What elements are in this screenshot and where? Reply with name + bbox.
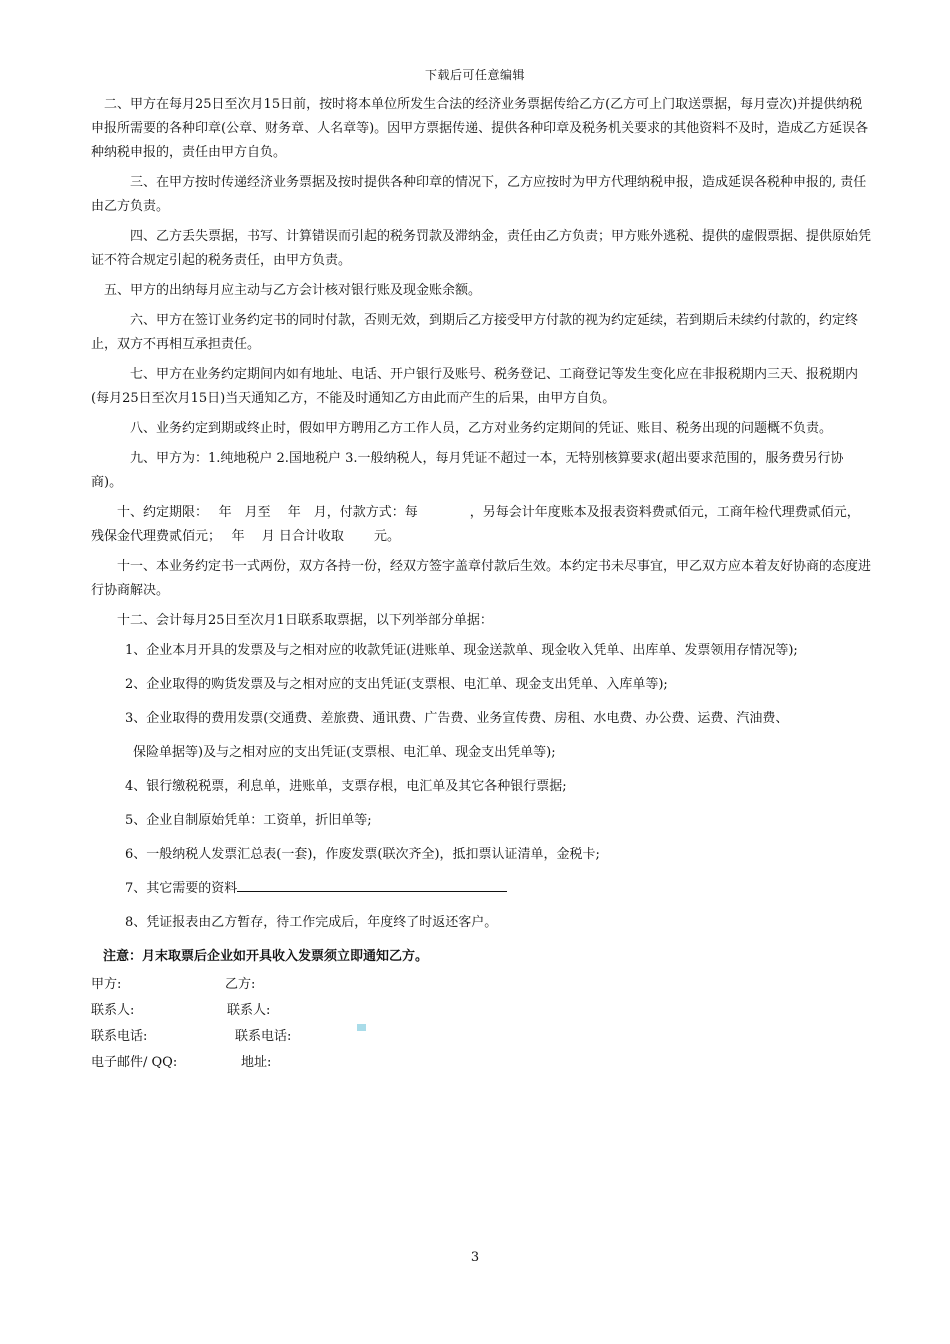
- fill-in-blank[interactable]: [237, 877, 507, 892]
- document-body: [91, 93, 871, 1077]
- phone-b-label: 联系电话:: [235, 1029, 292, 1044]
- clause-11: 十一、本业务约定书一式两份，双方各持一份，经双方签字盖章付款后生效。本约定书未尽事宜，甲乙双方应本着友好协商的态度进行协商解决。: [91, 559, 872, 598]
- signature-row: [91, 973, 871, 997]
- signature-block: [91, 973, 871, 1075]
- list-item: 8、凭证报表由乙方暂存，待工作完成后，年度终了时返还客户。: [125, 915, 498, 930]
- contact-a-label: 联系人:: [91, 1003, 135, 1018]
- address-label: 地址:: [241, 1055, 272, 1070]
- list-item: 2、企业取得的购货发票及与之相对应的支出凭证(支票根、电汇单、现金支出凭单、入库单等);: [125, 677, 668, 692]
- clause-7: 七、甲方在业务约定期间内如有地址、电话、开户银行及账号、税务登记、工商登记等发生变化应在非报税期内三天、报税期内(每月25日至次月15日)当天通知乙方，不能及时通知乙方由此而产生的后果，由甲方自负。: [91, 367, 859, 406]
- clause-10: 十、约定期限： 年 月至 年 月，付款方式：每 ，另每会计年度账本及报表资料费贰佰元，工商年检代理费贰佰元，残保金代理费贰佰元； 年 月 日合计收取 元。: [91, 505, 860, 544]
- clause-12: 十二、会计每月25日至次月1日联系取票据，以下列举部分单据：: [91, 613, 493, 628]
- signature-row: [91, 999, 871, 1023]
- clause-4: 四、乙方丢失票据，书写、计算错误而引起的税务罚款及滞纳金，责任由乙方负责；甲方账外逃税、提供的虚假票据、提供原始凭证不符合规定引起的税务责任，由甲方负责。: [91, 229, 872, 268]
- party-b-label: 乙方:: [225, 977, 256, 992]
- party-a-label: 甲方:: [91, 977, 122, 992]
- document-list: [91, 639, 871, 935]
- list-item: 5、企业自制原始凭单：工资单，折旧单等;: [125, 813, 372, 828]
- list-item: 6、一般纳税人发票汇总表(一套)，作废发票(联次齐全)，抵扣票认证清单，金税卡;: [125, 847, 600, 862]
- page-header: 下载后可任意编辑: [424, 68, 525, 82]
- list-item: 1、企业本月开具的发票及与之相对应的收款凭证(进账单、现金送款单、现金收入凭单、出库单、发票领用存情况等);: [125, 643, 798, 658]
- email-qq-label: 电子邮件/ QQ:: [91, 1055, 178, 1070]
- contact-b-label: 联系人:: [227, 1003, 271, 1018]
- list-item: 7、其它需要的资料: [125, 877, 871, 901]
- clause-9: 九、甲方为：1.纯地税户 2.国地税户 3.一般纳税人，每月凭证不超过一本，无特别核算要求(超出要求范围的，服务费另行协商)。: [91, 451, 844, 490]
- signature-row: [91, 1051, 871, 1075]
- clause-2: 二、甲方在每月25日至次月15日前，按时将本单位所发生合法的经济业务票据传给乙方(乙方可上门取送票据，每月壹次)并提供纳税申报所需要的各种印章(公章、财务章、人名章等)。因甲方票据传递、提供各种印章及税务机关要求的其他资料不及时，造成乙方延误各种纳税申报的，责任由甲方自负。: [91, 97, 869, 160]
- clause-6: 六、甲方在签订业务约定书的同时付款，否则无效，到期后乙方接受甲方付款的视为约定延续，若到期后未续约付款的，约定终止，双方不再相互承担责任。: [91, 313, 859, 352]
- clause-8: 八、业务约定到期或终止时，假如甲方聘用乙方工作人员，乙方对业务约定期间的凭证、账目、税务出现的问题概不负责。: [91, 421, 833, 436]
- list-item: 4、银行缴税税票，利息单，进账单，支票存根，电汇单及其它各种银行票据;: [125, 779, 567, 794]
- clause-3: 三、在甲方按时传递经济业务票据及按时提供各种印章的情况下，乙方应按时为甲方代理纳税申报，造成延误各税种申报的, 责任由乙方负责。: [91, 175, 867, 214]
- notice: 注意：月末取票后企业如开具收入发票须立即通知乙方。: [103, 949, 429, 964]
- list-item: 3、企业取得的费用发票(交通费、差旅费、通讯费、广告费、业务宣传费、房租、水电费、办公费、运费、汽油费、 保险单据等)及与之相对应的支出凭证(支票根、电汇单、现金支出凭单等);: [125, 707, 871, 765]
- page-number: 3: [470, 1250, 480, 1265]
- list-item-continuation: 保险单据等)及与之相对应的支出凭证(支票根、电汇单、现金支出凭单等);: [133, 745, 556, 760]
- highlight-mark: [357, 1024, 366, 1031]
- phone-a-label: 联系电话:: [91, 1029, 148, 1044]
- signature-row: [91, 1025, 871, 1049]
- clause-5: 五、甲方的出纳每月应主动与乙方会计核对银行账及现金账余额。: [91, 283, 482, 298]
